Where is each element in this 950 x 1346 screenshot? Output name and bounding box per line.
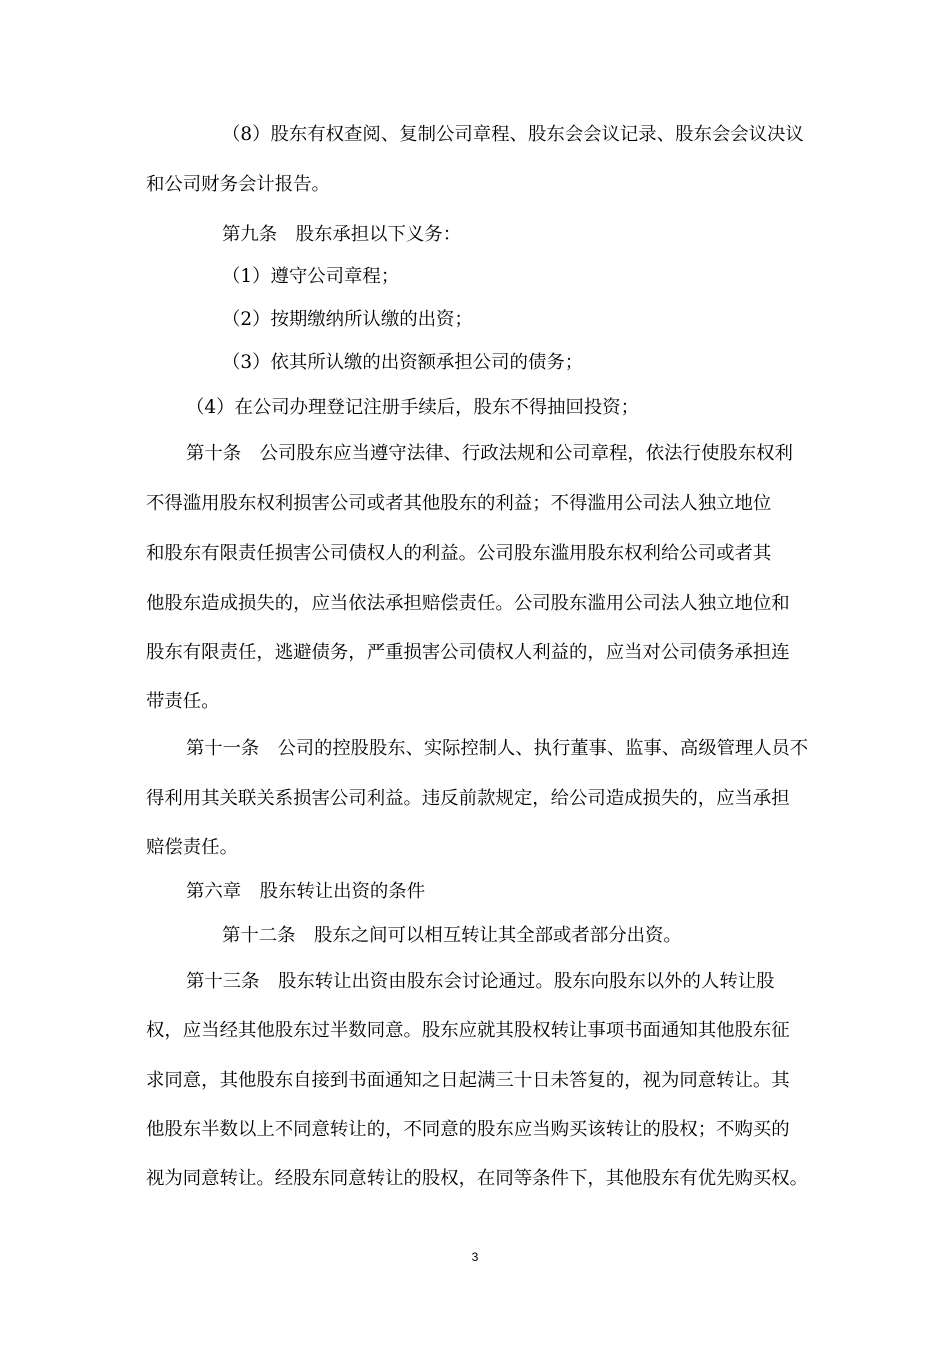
- text-line: 他股东半数以上不同意转让的，不同意的股东应当购买该转让的股权；不购买的: [146, 1119, 790, 1140]
- text-line: 带责任。: [146, 691, 220, 712]
- text-line: 求同意，其他股东自接到书面通知之日起满三十日未答复的，视为同意转让。其: [146, 1070, 790, 1091]
- text-line: 股东有限责任，逃避债务，严重损害公司债权人利益的，应当对公司债务承担连: [146, 642, 790, 663]
- text-line: 第十一条 公司的控股股东、实际控制人、执行董事、监事、高级管理人员不: [186, 738, 809, 759]
- text-line: 视为同意转让。经股东同意转让的股权，在同等条件下，其他股东有优先购买权。: [146, 1168, 809, 1189]
- chapter-heading: 第六章 股东转让出资的条件: [186, 881, 426, 902]
- text-line: 第十条 公司股东应当遵守法律、行政法规和公司章程，依法行使股东权利: [186, 443, 793, 464]
- text-line: （8）股东有权查阅、复制公司章程、股东会会议记录、股东会会议决议: [222, 124, 804, 145]
- list-item: （1）遵守公司章程；: [222, 266, 400, 287]
- text-line: 和公司财务会计报告。: [146, 174, 330, 195]
- text-line: 不得滥用股东权利损害公司或者其他股东的利益；不得滥用公司法人独立地位: [146, 493, 772, 514]
- text-line: 得利用其关联关系损害公司利益。违反前款规定，给公司造成损失的，应当承担: [146, 788, 790, 809]
- article-heading: 第九条 股东承担以下义务：: [222, 224, 462, 245]
- page-number: 3: [471, 1250, 479, 1264]
- text-line: 权，应当经其他股东过半数同意。股东应就其股权转让事项书面通知其他股东征: [146, 1020, 790, 1041]
- text-line: 第十三条 股东转让出资由股东会讨论通过。股东向股东以外的人转让股: [186, 971, 775, 992]
- list-item: （3）依其所认缴的出资额承担公司的债务；: [222, 352, 584, 373]
- list-item: （4）在公司办理登记注册手续后，股东不得抽回投资；: [186, 397, 640, 418]
- text-line: 和股东有限责任损害公司债权人的利益。公司股东滥用股东权利给公司或者其: [146, 543, 772, 564]
- text-line: 第十二条 股东之间可以相互转让其全部或者部分出资。: [222, 925, 682, 946]
- text-line: 他股东造成损失的，应当依法承担赔偿责任。公司股东滥用公司法人独立地位和: [146, 593, 790, 614]
- text-line: 赔偿责任。: [146, 837, 238, 858]
- list-item: （2）按期缴纳所认缴的出资；: [222, 309, 473, 330]
